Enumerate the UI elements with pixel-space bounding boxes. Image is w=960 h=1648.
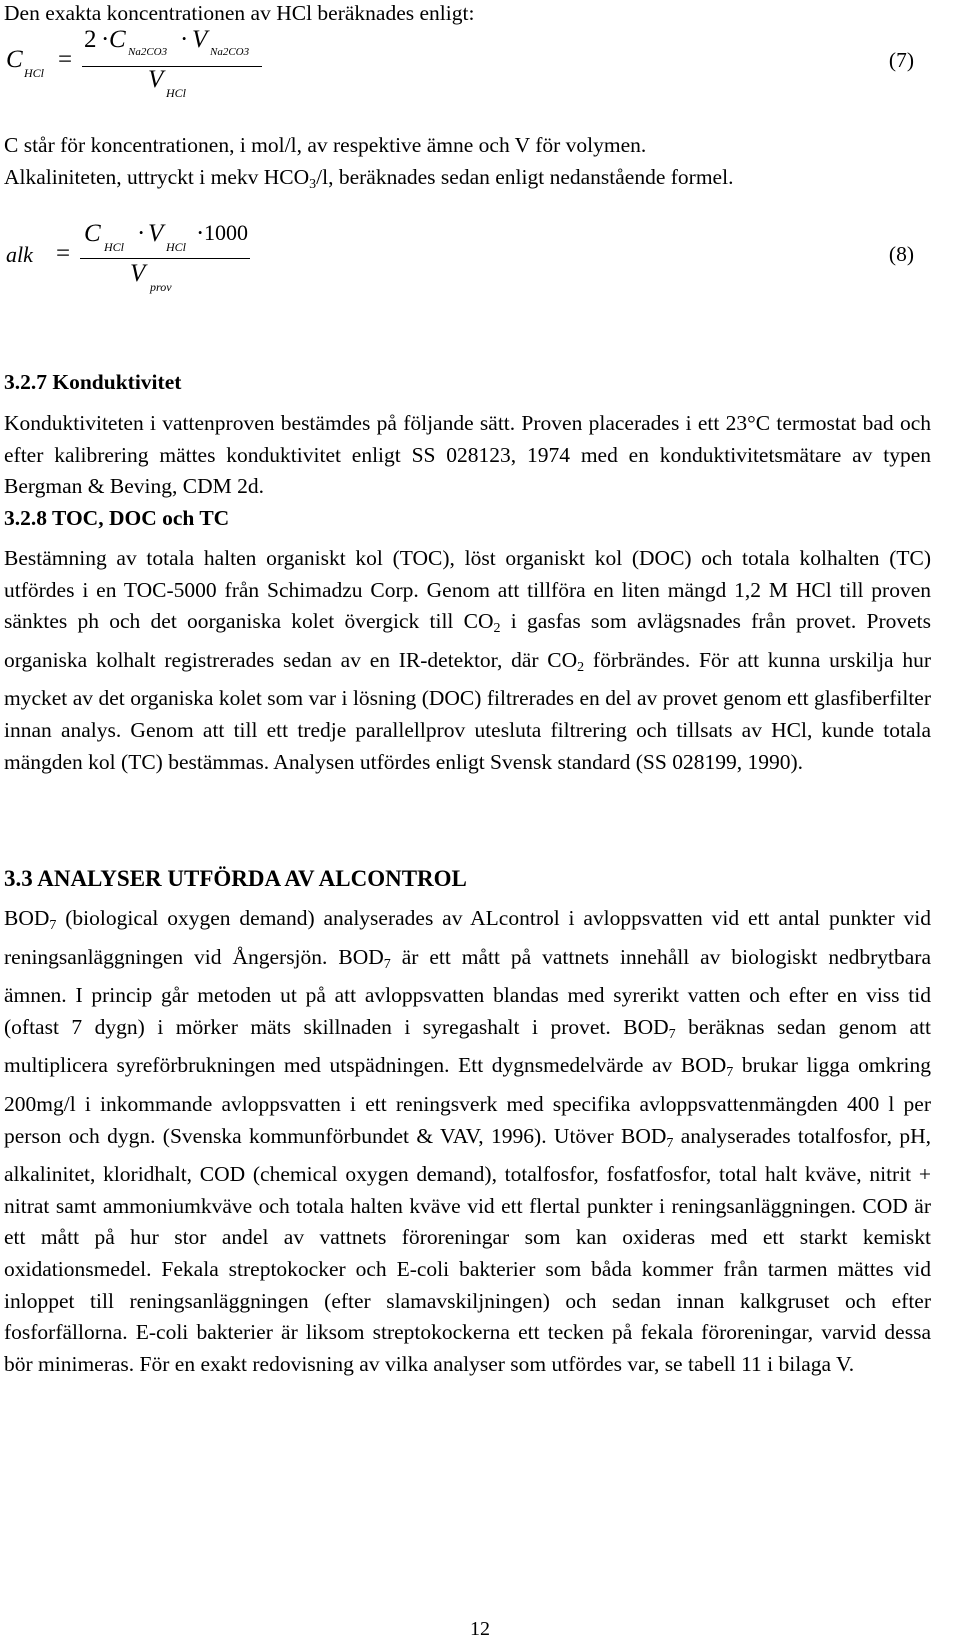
p33-c: är ett mått på vattnets innehåll av biologiskt nedbrytbara ämnen. I princip går metoden ut på att avloppsvatten blandas med syrerikt vatten och efter en viss tid (oftast 7 dygn) i mörker mäts skillnaden i syregashalt i provet. BOD <box>4 944 931 1039</box>
eq8-fraction-line <box>80 258 250 259</box>
p33-e: brukar ligga omkring 200mg/l i inkommande avloppsvatten i ett reningsverk med specifika avloppsvattenmängden 400 l per person och dygn. (Svenska kommunförbundet & VAV, 1996). Utöver BOD <box>4 1053 931 1148</box>
paragraph-3-3 <box>4 903 931 1380</box>
p33-a: BOD <box>4 906 50 930</box>
p33-d: beräknas sedan genom att multiplicera syreförbrukningen med utspädningen. Ett dygnsmedelvärde av BOD <box>4 1014 931 1078</box>
p33-sub1: 7 <box>49 918 57 933</box>
p33-f: analyserades totalfosfor, pH, alkalinitet, kloridhalt, COD (chemical oxygen demand), totalfosfor, fosfatfosfor, total halt kväve, nitrit + nitrat samt ammoniumkväve och totala halten kväve vid ett flertal punkter i reningsanläggningen. COD är ett mått på hur stor andel av vattnets föroreningar som kan oxideras med ett starkt kemiskt oxidationsmedel. Fekala streptokocker och E-coli bakterier som båda kommer från tarmen mättes vid inloppet till reningsanläggningen (efter slamavskiljningen) och sedan innan kalkgruset och efter fosforfällorna. E-coli bakterier är liksom streptokockerna ett tecken på fekala föroreningar, varvid dessa bör minimeras. För en exakt redovisning av vilka analyser som utfördes var, se tabell 11 i bilaga V. <box>4 1123 931 1376</box>
intro-line: Den exakta koncentrationen av HCl beräknades enligt: <box>4 1 475 25</box>
eq7-lhs-var: C <box>6 46 23 73</box>
eq7-num-v: V <box>192 26 208 53</box>
eq7-number: (7) <box>888 48 914 72</box>
para-1-line-2 <box>4 162 931 201</box>
eq8-den-sub: prov <box>150 280 172 294</box>
p328-c: förbrändes. För att kunna urskilja hur mycket av det organiska kolet som var i lösning (DOC) filtrerades en del av provet genom ett glasfiberfilter innan analys. Genom att till ett tredje parallellprov utesluta filtrering och tillsats av HCl, kunde totala mängden kol (TC) bestämmas. Analysen utfördes enligt Svensk standard (SS 028199, 1990). <box>4 647 931 774</box>
eq7-dot-2: · <box>180 26 189 53</box>
heading-3-2-8: 3.2.8 TOC, DOC och TC <box>4 506 230 530</box>
p33-sub4: 7 <box>726 1065 734 1081</box>
eq7-dot-1: · <box>101 26 110 53</box>
p33-sub3: 7 <box>668 1026 676 1042</box>
eq7-den-sub: HCl <box>166 86 187 100</box>
p33-sub2: 7 <box>383 956 391 972</box>
eq8-factor: 1000 <box>204 220 248 245</box>
p328-a: Bestämning av totala halten organiskt kol (TOC), löst organiskt kol (DOC) och totala kolhalten (TC) utfördes i en TOC-5000 från Schimadzu Corp. Genom att tillföra en liten mängd 1,2 M HCl till proven sänktes ph och det oorganiska kolet övergick till CO <box>4 546 931 634</box>
eq7-lhs-sub: HCl <box>24 66 45 80</box>
p33-sub5: 7 <box>666 1135 674 1151</box>
eq8-num-c-sub: HCl <box>104 240 125 254</box>
eq8-num-v: V <box>148 220 164 247</box>
eq7-fraction-line <box>82 66 262 67</box>
eq8-num-v-sub: HCl <box>166 240 187 254</box>
p328-b: i gasfas som avlägsnades från provet. Provets organiska kolhalt registrerades sedan av en IR-detektor, där CO <box>4 609 931 672</box>
eq8-den-v: V <box>130 260 146 287</box>
paragraph-3-2-8 <box>4 543 931 778</box>
eq7-equals: = <box>58 46 73 73</box>
eq8-dot-1: · <box>137 220 146 247</box>
eq7-num-v-sub: Na2CO3 <box>210 46 250 58</box>
equation-8 <box>0 222 960 302</box>
eq7-num-c-sub: Na2CO3 <box>128 46 168 58</box>
page-number: 12 <box>470 1618 490 1640</box>
para-1-line-2-b: /l, beräknades sedan enligt nedanstående formel. <box>316 165 734 189</box>
p33-b: (biological oxygen demand) analyserades av ALcontrol i avloppsvatten vid ett antal punkter vid reningsanläggningen vid Ångersjön. BOD <box>4 906 931 969</box>
p328-sub2: 2 <box>577 659 585 675</box>
eq7-num-coef: 2 <box>84 26 97 53</box>
eq8-lhs: alk <box>6 242 33 267</box>
eq8-dot-2: · <box>196 220 205 247</box>
para-1-line-2-sub: 3 <box>309 177 317 192</box>
eq7-num-c: C <box>109 26 126 53</box>
heading-3-3: 3.3 ANALYSER UTFÖRDA AV ALCONTROL <box>4 866 467 891</box>
eq7-den-v: V <box>148 66 164 93</box>
eq8-number: (8) <box>888 242 914 266</box>
paragraph-3-2-7: Konduktiviteten i vattenproven bestämdes på följande sätt. Proven placerades i ett 23°C termostat bad och efter kalibrering mättes konduktivitet enligt SS 028123, 1974 med en konduktivitetsmätare av typen Bergman & Beving, CDM 2d. <box>4 411 931 499</box>
para-1-line-2-a: Alkaliniteten, uttryckt i mekv HCO <box>4 165 310 189</box>
equation-7 <box>0 26 960 106</box>
heading-3-2-7: 3.2.7 Konduktivitet <box>4 370 182 394</box>
eq8-num-c: C <box>84 220 101 247</box>
eq8-equals: = <box>56 240 71 267</box>
p328-sub1: 2 <box>493 621 501 637</box>
para-1-line-1: C står för koncentrationen, i mol/l, av respektive ämne och V för volymen. <box>4 133 647 157</box>
